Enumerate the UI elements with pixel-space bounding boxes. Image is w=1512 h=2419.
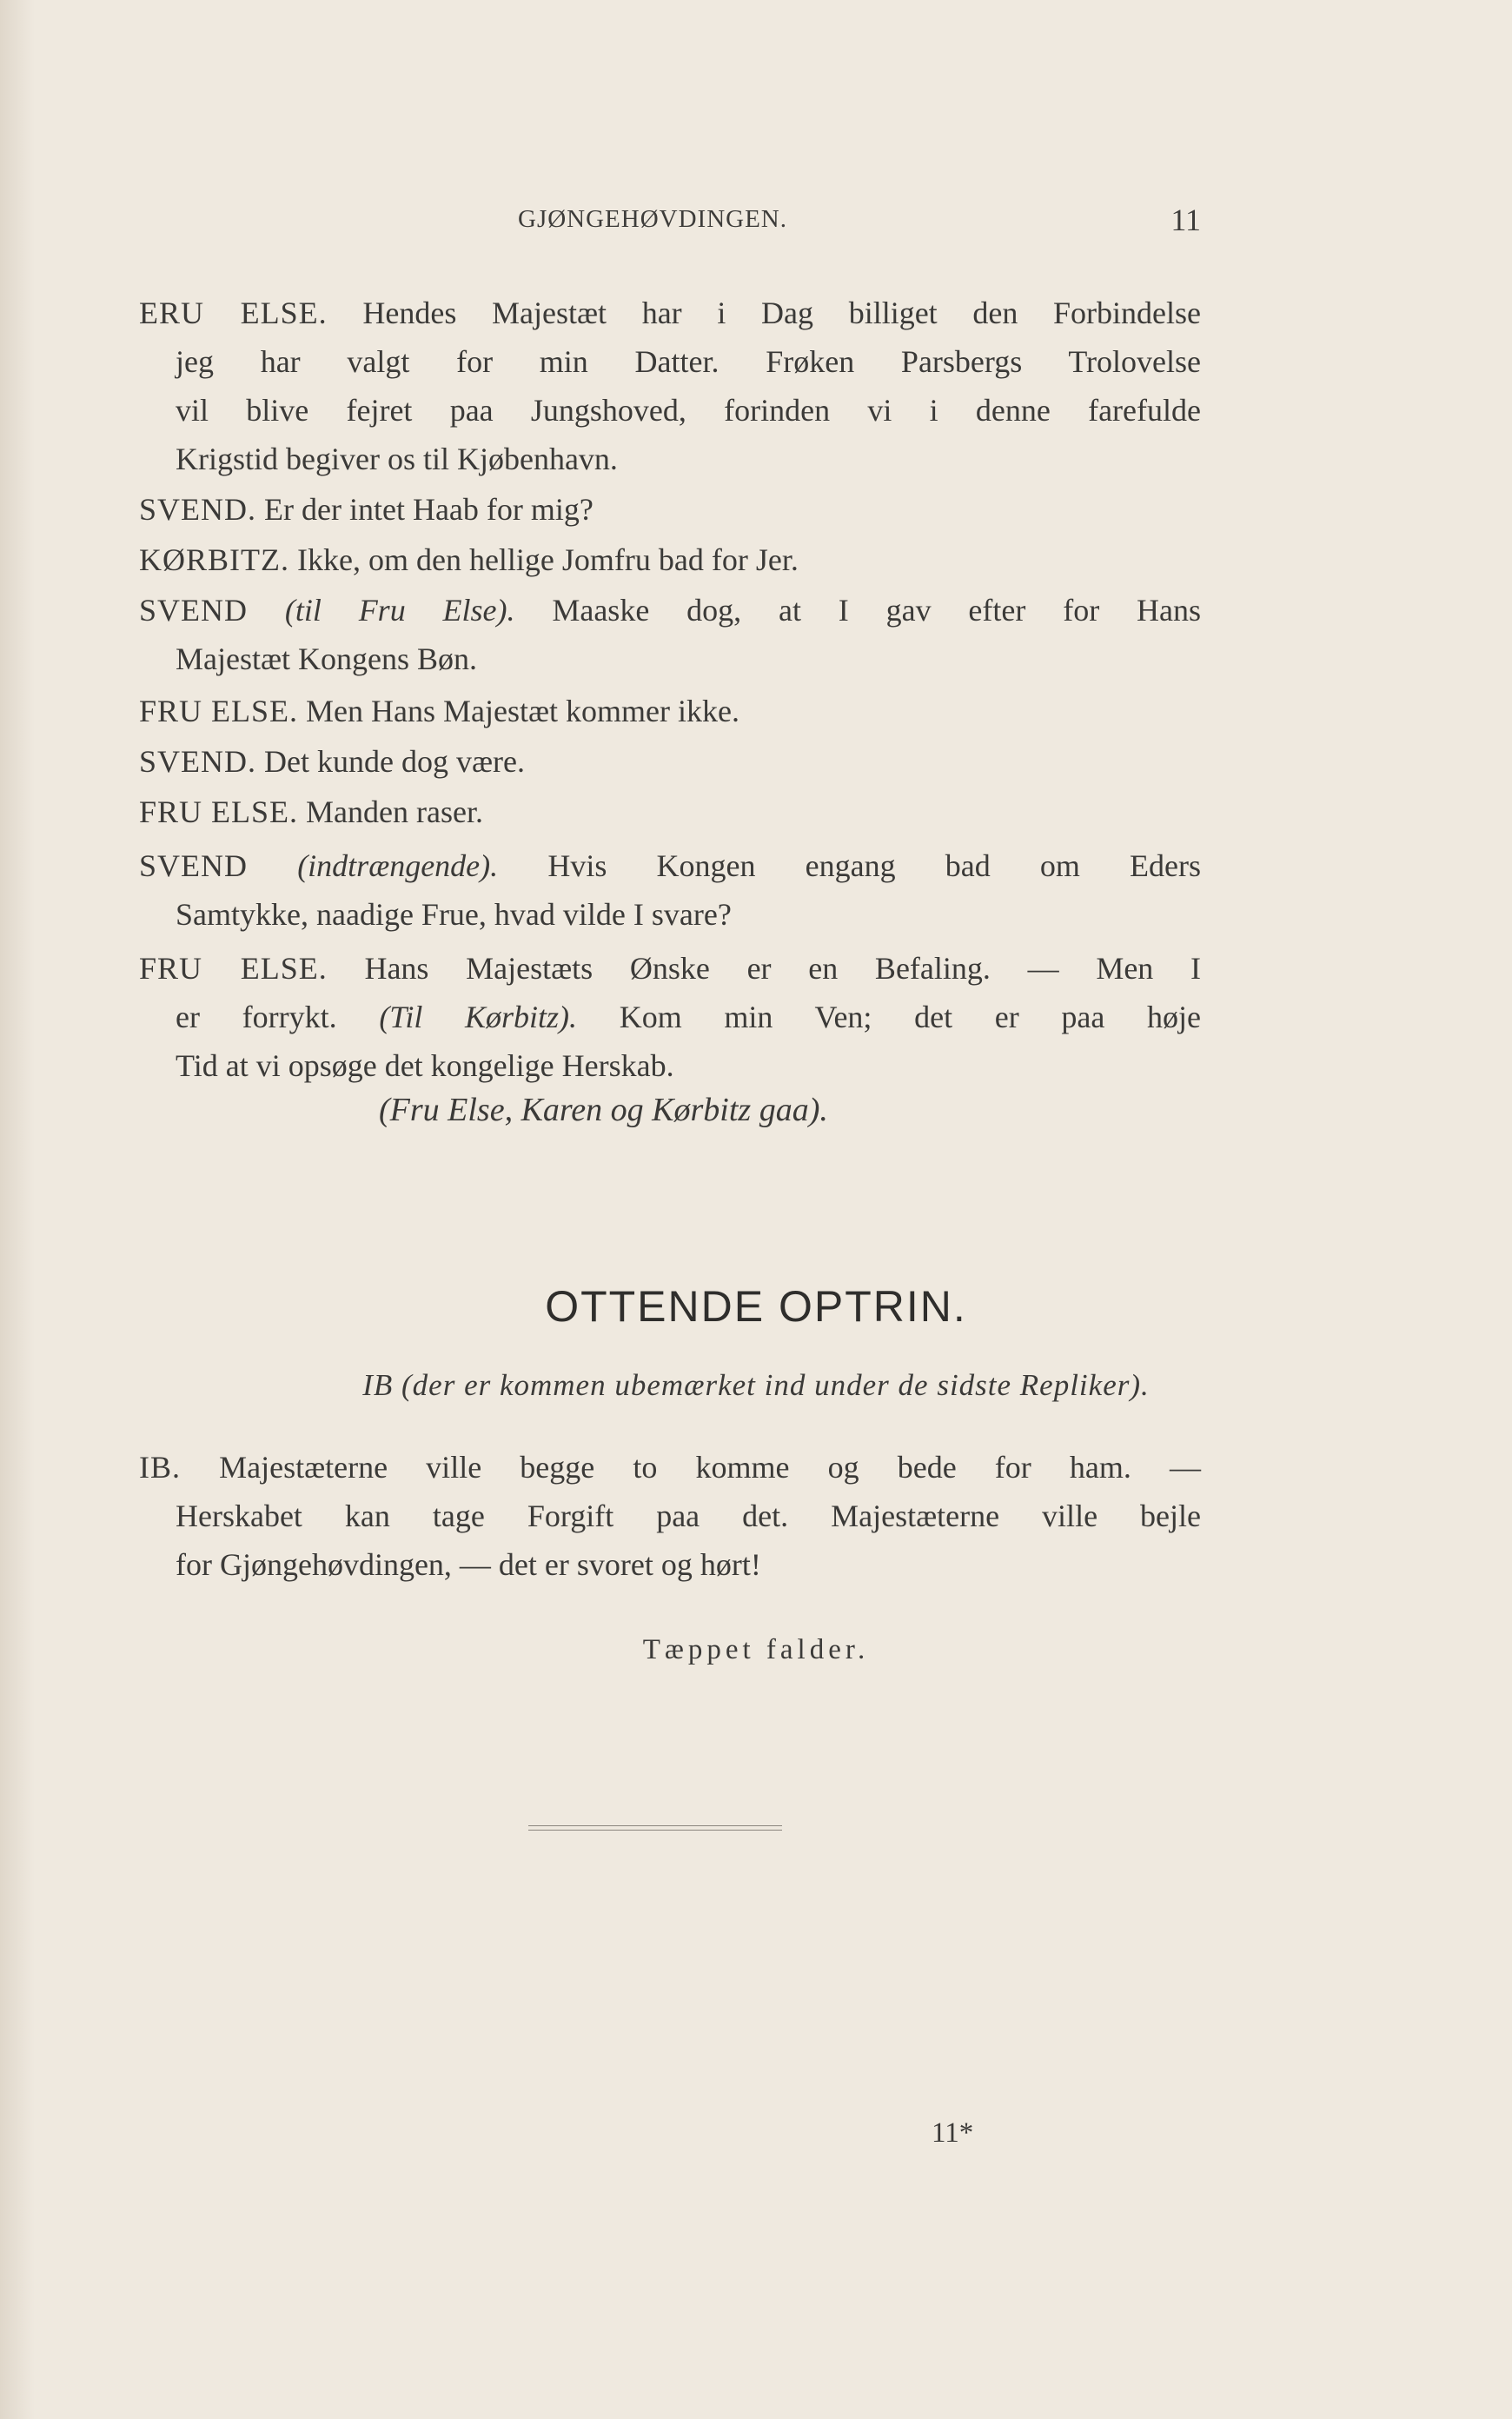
- page-number: 11: [1170, 203, 1201, 237]
- speaker-name: FRU ELSE.: [139, 951, 328, 986]
- dialogue-speech: [139, 737, 1201, 786]
- stage-direction: (til Fru Else).: [284, 593, 515, 628]
- speech-text: Kom min Ven; det er paa høje: [619, 1000, 1202, 1034]
- speech-line: [139, 485, 1201, 534]
- stage-direction: (indtrængende).: [297, 848, 499, 883]
- speech-line: [139, 687, 1201, 735]
- speech-text: jeg har valgt for min Datter. Frøken Parsbergs Trolovelse: [176, 344, 1201, 379]
- dialogue-speech: [139, 788, 1201, 836]
- speech-line: [139, 890, 1201, 939]
- speech-text: Maaske dog, at I gav efter for Hans: [552, 593, 1202, 628]
- speech-line: [139, 289, 1201, 337]
- speech-line: [139, 737, 1201, 786]
- speech-text: Tid at vi opsøge det kongelige Herskab.: [176, 1048, 674, 1083]
- dialogue-speech: [139, 841, 1201, 939]
- speech-text: Ikke, om den hellige Jomfru bad for Jer.: [297, 542, 799, 577]
- speech-text: Herskabet kan tage Forgift paa det. Majestæterne ville bejle: [176, 1499, 1201, 1533]
- speech-text: Er der intet Haab for mig?: [264, 492, 594, 527]
- speech-line: [139, 944, 1201, 993]
- speech-line: [139, 337, 1201, 386]
- speech-line: [139, 788, 1201, 836]
- dialogue-speech: [139, 535, 1201, 584]
- speech-text: Men Hans Majestæt kommer ikke.: [306, 694, 739, 728]
- scene-heading: OTTENDE OPTRIN.: [545, 1282, 967, 1331]
- speech-text: vil blive fejret paa Jungshoved, forinden vi i denne farefulde: [176, 393, 1201, 428]
- speech-line: [139, 535, 1201, 584]
- speech-text: Hendes Majestæt har i Dag billiget den Forbindelse: [362, 296, 1202, 330]
- dialogue-speech: [139, 944, 1201, 1090]
- speaker-name: SVEND.: [139, 744, 257, 779]
- speaker-name: SVEND: [139, 848, 249, 883]
- speech-text: Manden raser.: [306, 794, 483, 829]
- speech-line: [139, 386, 1201, 435]
- speaker-name: SVEND: [139, 593, 249, 628]
- speech-line: [139, 1443, 1201, 1492]
- exit-stage-direction: (Fru Else, Karen og Kørbitz gaa).: [379, 1092, 828, 1128]
- speech-text: Hvis Kongen engang bad om Eders: [547, 848, 1202, 883]
- speech-text: Det kunde dog være.: [264, 744, 525, 779]
- dialogue-speech: [139, 289, 1201, 483]
- stage-direction: (Til Kørbitz).: [379, 1000, 578, 1034]
- speaker-name: FRU ELSE.: [139, 794, 299, 829]
- curtain-note: Tæppet falder.: [642, 1634, 870, 1665]
- speech-line: [139, 841, 1201, 890]
- dialogue-speech: [139, 485, 1201, 534]
- speaker-name: IB.: [139, 1450, 181, 1485]
- final-speech: [139, 1443, 1201, 1589]
- speech-line: [139, 1492, 1201, 1540]
- page-header: [139, 202, 1201, 245]
- dialogue-speech: [139, 687, 1201, 735]
- speech-line: [139, 1540, 1201, 1589]
- speech-text: Samtykke, naadige Frue, hvad vilde I svare?: [176, 897, 732, 932]
- speaker-name: SVEND.: [139, 492, 257, 527]
- speech-line: [139, 435, 1201, 483]
- speech-text: Hans Majestæts Ønske er en Befaling. — Men I: [364, 951, 1201, 986]
- speech-line: [139, 635, 1201, 683]
- speech-text: Majestæterne ville begge to komme og bede for ham. —: [219, 1450, 1202, 1485]
- scene-stage-direction: IB (der er kommen ubemærket ind under de sidste Repliker).: [362, 1368, 1150, 1402]
- speech-line: [139, 586, 1201, 635]
- speaker-name: FRU ELSE.: [139, 694, 299, 728]
- dialogue-speech: [139, 586, 1201, 683]
- speech-text: er forrykt.: [176, 1000, 337, 1034]
- speaker-name: ERU ELSE.: [139, 296, 328, 330]
- speaker-name: KØRBITZ.: [139, 542, 289, 577]
- speech-line: [139, 1041, 1201, 1090]
- speech-text: Krigstid begiver os til Kjøbenhavn.: [176, 442, 618, 476]
- double-rule-divider: [528, 1825, 782, 1831]
- running-title: GJØNGEHØVDINGEN.: [518, 205, 787, 233]
- signature-mark: 11*: [932, 2117, 974, 2149]
- speech-line: [139, 993, 1201, 1041]
- speech-text: Majestæt Kongens Bøn.: [176, 641, 477, 676]
- speech-text: for Gjøngehøvdingen, — det er svoret og hørt!: [176, 1547, 761, 1582]
